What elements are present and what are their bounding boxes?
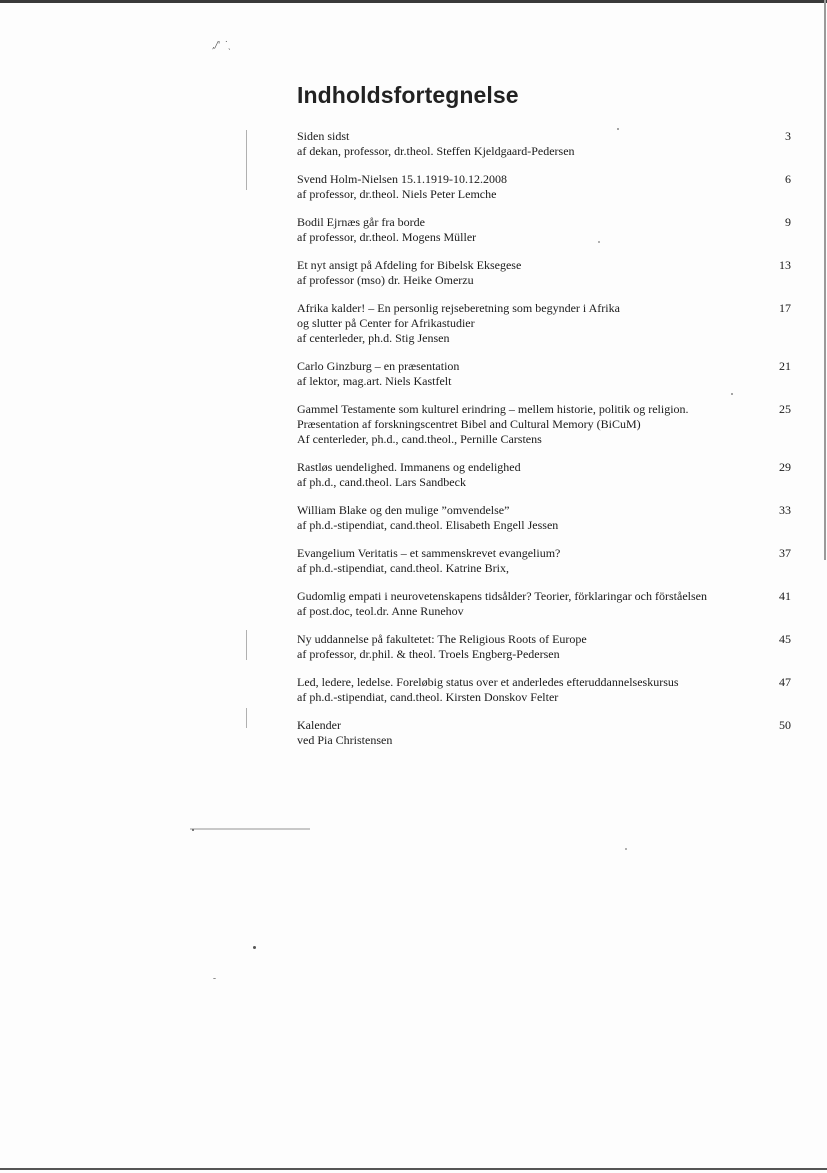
toc-entry (297, 632, 797, 662)
toc-entry-title: Siden sidst (297, 129, 350, 143)
toc-page-number: 9 (785, 215, 791, 229)
scan-speck (213, 978, 216, 979)
toc-entry-title: Led, ledere, ledelse. Foreløbig status over et anderledes efteruddannelseskursus (297, 675, 679, 689)
table-of-contents (297, 129, 797, 761)
toc-entry (297, 503, 797, 533)
toc-entry (297, 718, 797, 748)
toc-entry-title: Evangelium Veritatis – et sammenskrevet evangelium? (297, 546, 561, 560)
toc-entry-byline: af lektor, mag.art. Niels Kastfelt (297, 374, 452, 388)
toc-page-number: 17 (779, 301, 791, 315)
toc-page-number: 21 (779, 359, 791, 373)
toc-entry-byline: Af centerleder, ph.d., cand.theol., Pernille Carstens (297, 432, 542, 446)
toc-entry-title: Afrika kalder! – En personlig rejseberetning som begynder i Afrika (297, 301, 620, 315)
toc-entry (297, 215, 797, 245)
toc-entry-byline: af professor, dr.phil. & theol. Troels Engberg-Pedersen (297, 647, 560, 661)
scan-speck (253, 946, 256, 949)
toc-entry-byline: af ph.d.-stipendiat, cand.theol. Elisabeth Engell Jessen (297, 518, 559, 532)
toc-page-number: 13 (779, 258, 791, 272)
toc-entry (297, 546, 797, 576)
toc-page-number: 25 (779, 402, 791, 416)
toc-entry (297, 589, 797, 619)
toc-entry-title: Gudomlig empati i neurovetenskapens tidsålder? Teorier, förklaringar och förståelsen (297, 589, 707, 603)
toc-entry-byline: af professor, dr.theol. Mogens Müller (297, 230, 477, 244)
toc-entry-byline: ved Pia Christensen (297, 733, 393, 747)
toc-entry-title: Et nyt ansigt på Afdeling for Bibelsk Eksegese (297, 258, 522, 272)
toc-entry-title: Kalender (297, 718, 341, 732)
toc-page-number: 3 (785, 129, 791, 143)
toc-entry-title: Svend Holm-Nielsen 15.1.1919-10.12.2008 (297, 172, 507, 186)
toc-entry-byline: af professor, dr.theol. Niels Peter Lemche (297, 187, 497, 201)
toc-page-number: 37 (779, 546, 791, 560)
toc-entry-byline: Præsentation af forskningscentret Bibel and Cultural Memory (BiCuM) (297, 417, 641, 431)
toc-entry (297, 460, 797, 490)
toc-entry (297, 258, 797, 288)
toc-entry-byline: af ph.d.-stipendiat, cand.theol. Kirsten Donskov Felter (297, 690, 559, 704)
toc-entry-byline: af dekan, professor, dr.theol. Steffen Kjeldgaard-Pedersen (297, 144, 575, 158)
toc-page-number: 50 (779, 718, 791, 732)
toc-entry (297, 675, 797, 705)
scan-top-edge (0, 0, 827, 3)
toc-entry-title: Carlo Ginzburg – en præsentation (297, 359, 460, 373)
scan-smudge (190, 828, 310, 830)
toc-entry (297, 359, 797, 389)
scan-margin-mark (246, 630, 247, 660)
toc-entry-title: Rastløs uendelighed. Immanens og endelighed (297, 460, 521, 474)
toc-entry-title: Gammel Testamente som kulturel erindring – mellem historie, politik og religion. (297, 402, 689, 416)
toc-entry (297, 402, 797, 447)
scan-speck (192, 829, 194, 831)
scan-margin-mark (246, 708, 247, 728)
toc-entry (297, 301, 797, 346)
toc-entry-title: Ny uddannelse på fakultetet: The Religious Roots of Europe (297, 632, 587, 646)
toc-entry-byline: af ph.d., cand.theol. Lars Sandbeck (297, 475, 466, 489)
page-title: Indholdsfortegnelse (297, 82, 519, 108)
toc-page-number: 6 (785, 172, 791, 186)
scan-bottom-edge (0, 1168, 827, 1170)
toc-entry-byline: af professor (mso) dr. Heike Omerzu (297, 273, 474, 287)
handwritten-mark: ,/' ˙ˎ (212, 41, 231, 51)
toc-entry-byline: af post.doc, teol.dr. Anne Runehov (297, 604, 464, 618)
toc-page-number: 45 (779, 632, 791, 646)
toc-page-number: 41 (779, 589, 791, 603)
scan-right-edge (824, 0, 826, 560)
toc-entry-byline: af ph.d.-stipendiat, cand.theol. Katrine Brix, (297, 561, 509, 575)
toc-entry (297, 129, 797, 159)
toc-page-number: 33 (779, 503, 791, 517)
scan-speck (625, 848, 627, 850)
toc-entry-title: Bodil Ejrnæs går fra borde (297, 215, 425, 229)
toc-entry-byline: af centerleder, ph.d. Stig Jensen (297, 331, 450, 345)
toc-entry (297, 172, 797, 202)
toc-page-number: 47 (779, 675, 791, 689)
toc-entry-title: William Blake og den mulige ”omvendelse” (297, 503, 510, 517)
toc-entry-byline: og slutter på Center for Afrikastudier (297, 316, 475, 330)
scan-margin-mark (246, 130, 247, 190)
toc-page-number: 29 (779, 460, 791, 474)
